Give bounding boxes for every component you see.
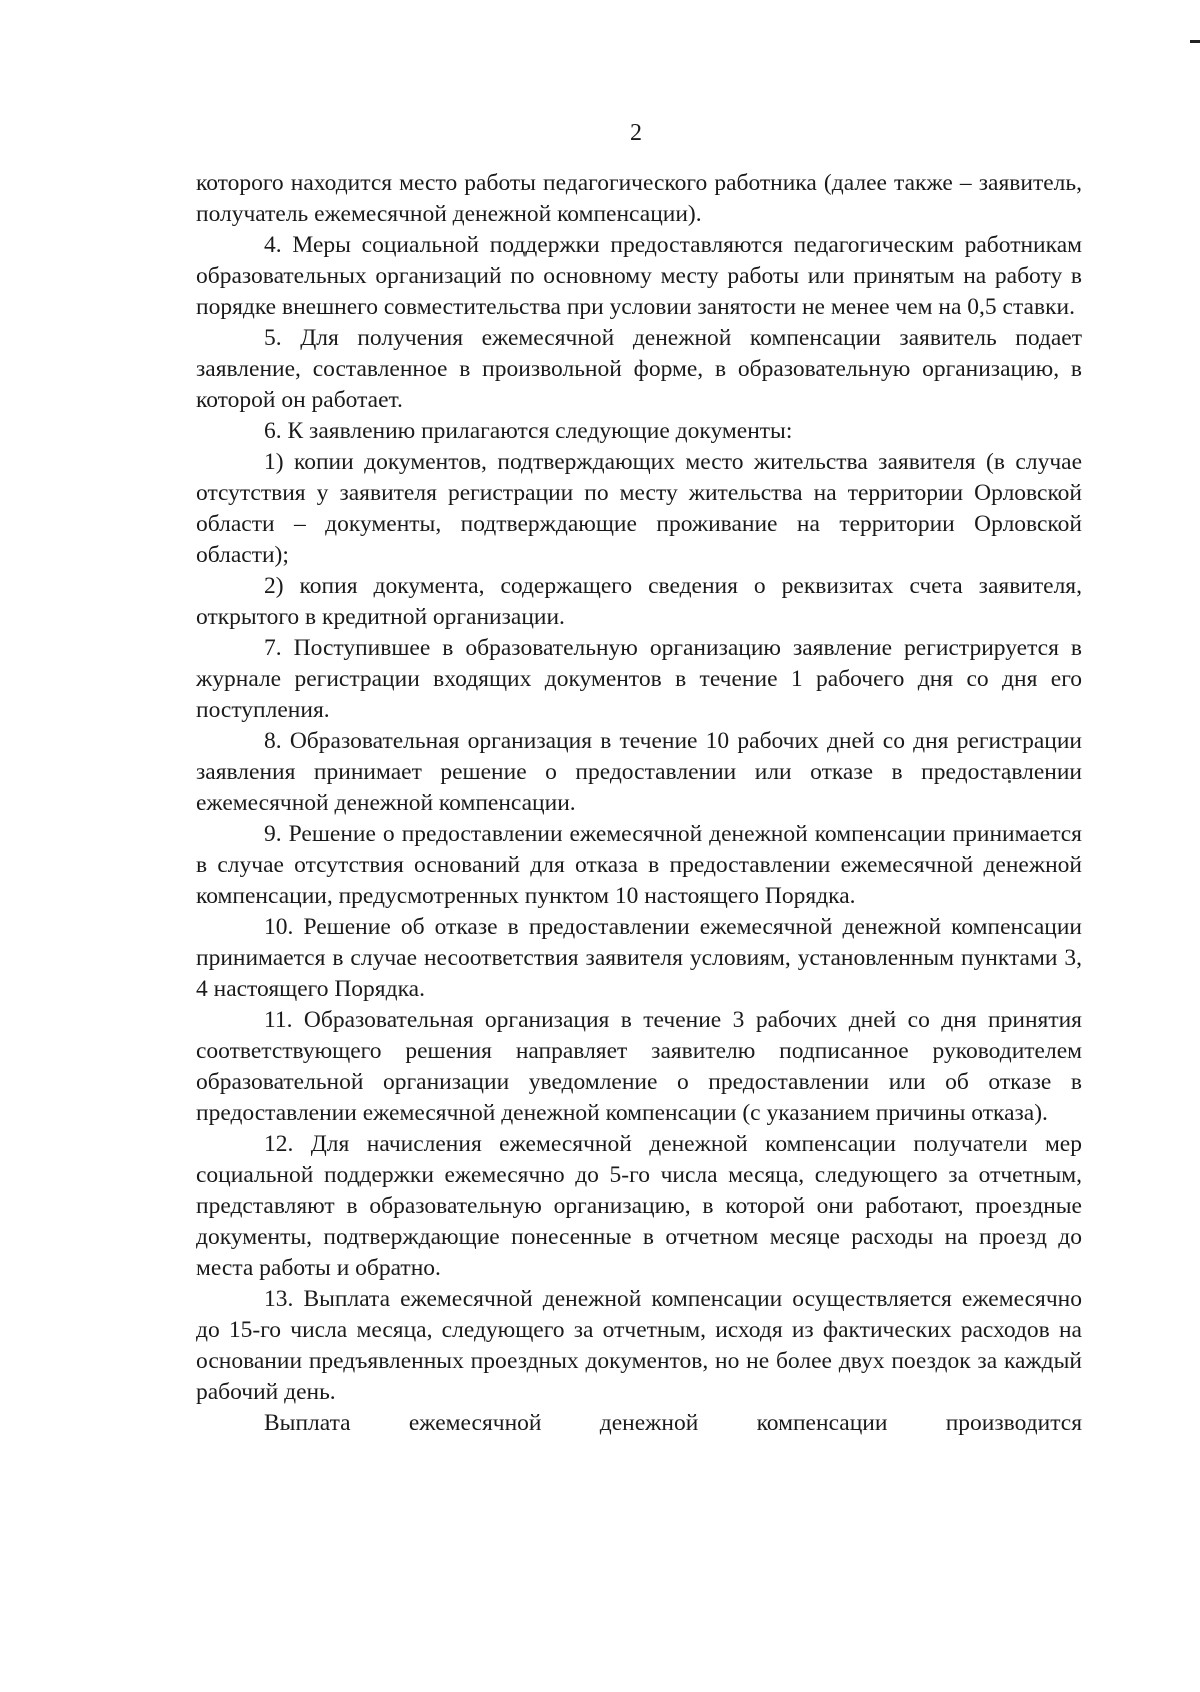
paragraph-6: 6. К заявлению прилагаются следующие документы:: [264, 418, 793, 444]
document-body: [196, 168, 1082, 1439]
paragraph-8: 8. Образовательная организация в течение 10 рабочих дней со дня регистрации заявления принимает решение о предоставлении или отказе в предоставлении ежемесячной денежной компенсации.: [196, 728, 1082, 816]
paragraph-13-continuation: Выплата ежемесячной денежной компенсации производится: [264, 1410, 1082, 1436]
paragraph-6-item-1: 1) копии документов, подтверждающих место жительства заявителя (в случае отсутствия у заявителя регистрации по месту жительства на территории Орловской области – документы, подтверждающие проживание на территории Орловской области);: [196, 449, 1082, 568]
paragraph-9: 9. Решение о предоставлении ежемесячной денежной компенсации принимается в случае отсутствия оснований для отказа в предоставлении ежемесячной денежной компенсации, предусмотренных пунктом 10 настоящего Порядка.: [196, 821, 1082, 909]
paragraph-6-item-2: 2) копия документа, содержащего сведения о реквизитах счета заявителя, открытого в кредитной организации.: [196, 573, 1082, 630]
paragraph-continuation: которого находится место работы педагогического работника (далее также – заявитель, получатель ежемесячной денежной компенсации).: [196, 170, 1082, 227]
paragraph-5: 5. Для получения ежемесячной денежной компенсации заявитель подает заявление, составленное в произвольной форме, в образовательную организацию, в которой он работает.: [196, 325, 1082, 413]
paragraph-13: 13. Выплата ежемесячной денежной компенсации осуществляется ежемесячно до 15-го числа месяца, следующего за отчетным, исходя из фактических расходов на основании предъявленных проездных документов, но не более двух поездок за каждый рабочий день.: [196, 1286, 1082, 1405]
paragraph-10: 10. Решение об отказе в предоставлении ежемесячной денежной компенсации принимается в случае несоответствия заявителя условиям, установленным пунктами 3, 4 настоящего Порядка.: [196, 914, 1082, 1002]
paragraph-11: 11. Образовательная организация в течение 3 рабочих дней со дня принятия соответствующего решения направляет заявителю подписанное руководителем образовательной организации уведомление о предоставлении или об отказе в предоставлении ежемесячной денежной компенсации (с указанием причины отказа).: [196, 1007, 1082, 1126]
paragraph-4: 4. Меры социальной поддержки предоставляются педагогическим работникам образовательных организаций по основному месту работы или принятым на работу в порядке внешнего совместительства при условии занятости не менее чем на 0,5 ставки.: [196, 232, 1082, 320]
paragraph-12: 12. Для начисления ежемесячной денежной компенсации получатели мер социальной поддержки ежемесячно до 5-го числа месяца, следующего за отчетным, представляют в образовательную организацию, в которой они работают, проездные документы, подтверждающие понесенные в отчетном месяце расходы на проезд до места работы и обратно.: [196, 1131, 1082, 1281]
page-number: 2: [630, 120, 642, 146]
scan-edge-mark: [1190, 40, 1200, 43]
paragraph-7: 7. Поступившее в образовательную организацию заявление регистрируется в журнале регистрации входящих документов в течение 1 рабочего дня со дня его поступления.: [196, 635, 1082, 723]
